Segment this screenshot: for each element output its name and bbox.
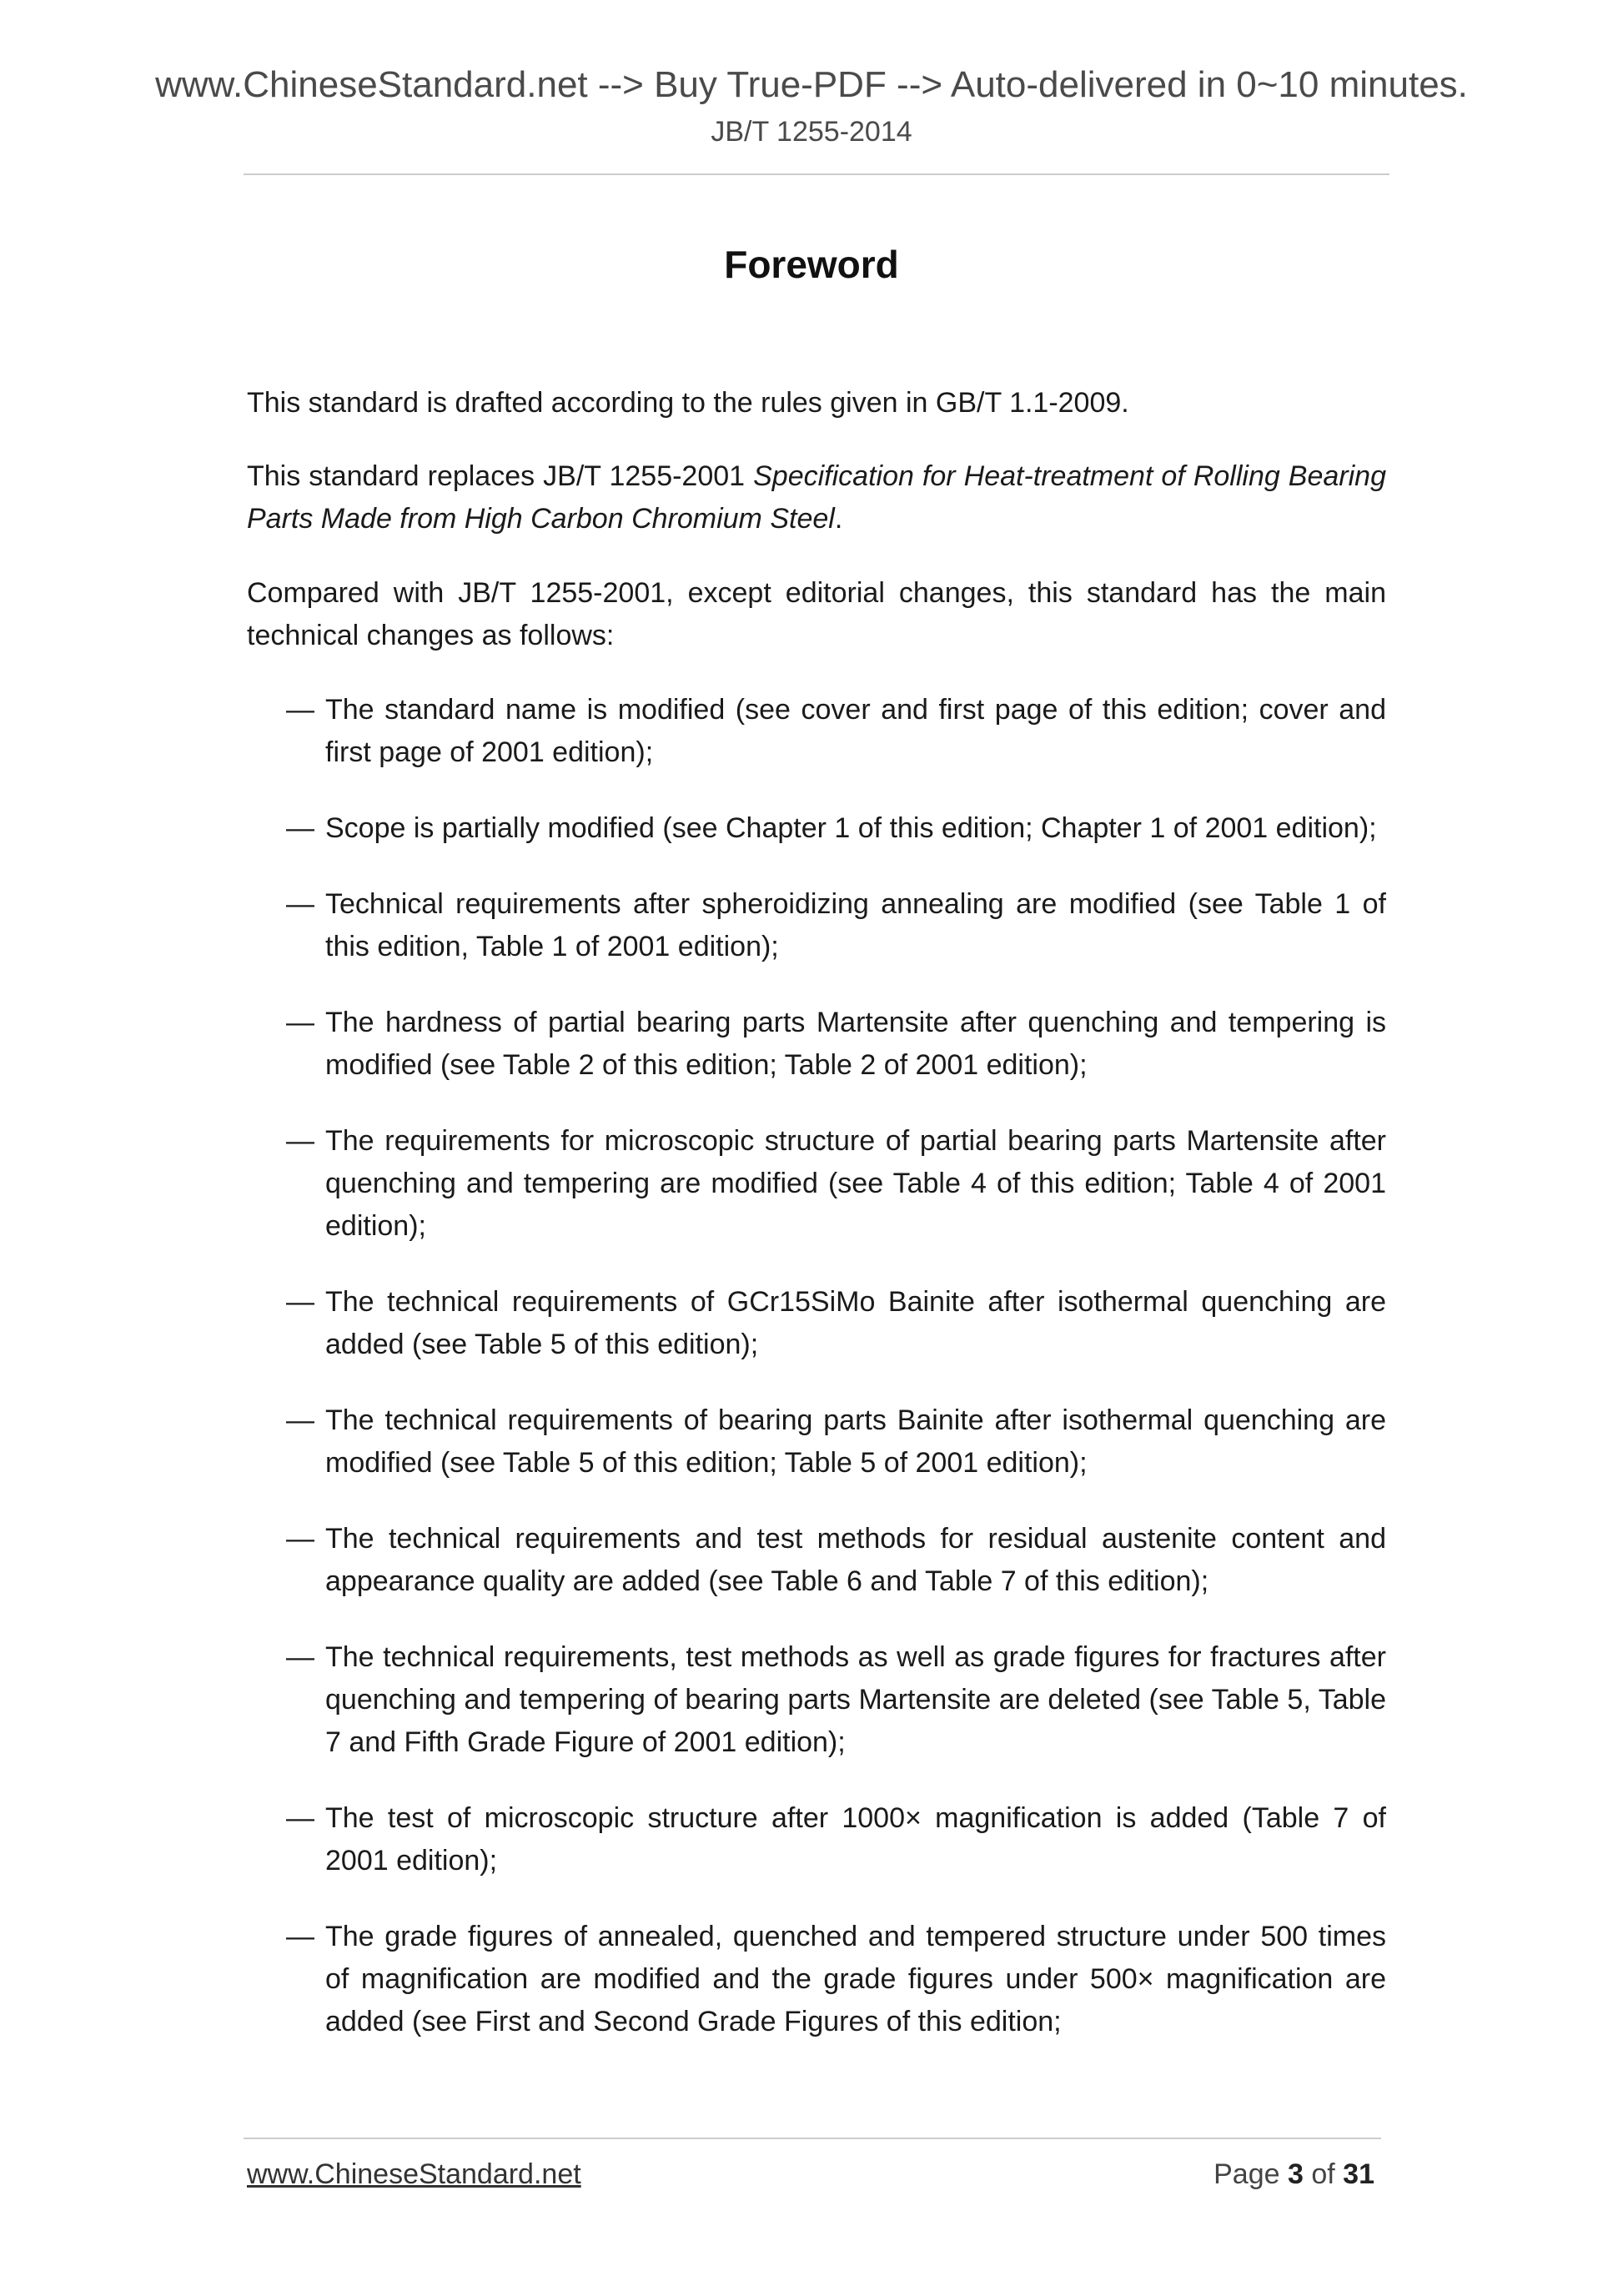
list-item-text: The technical requirements of GCr15SiMo Bainite after isothermal quenching are added (see Table 5 of this edition); xyxy=(325,1286,1386,1360)
list-dash: — xyxy=(286,1404,314,1436)
list-item-text: Scope is partially modified (see Chapter 1 of this edition; Chapter 1 of 2001 edition); xyxy=(325,812,1377,844)
page-of-label: of xyxy=(1311,2158,1335,2190)
list-item xyxy=(247,1120,1386,1248)
list-item-text: The requirements for microscopic structure of partial bearing parts Martensite after quenching and tempering are modified (see Table 4 of this edition; Table 4 of 2001 edition); xyxy=(325,1125,1386,1242)
list-item xyxy=(247,689,1386,774)
list-item xyxy=(247,1518,1386,1603)
list-item xyxy=(247,1002,1386,1087)
list-item xyxy=(247,1636,1386,1764)
replaces-end-text: . xyxy=(834,503,843,535)
list-dash: — xyxy=(286,1007,314,1038)
replaced-standard-title: Specification for Heat-treatment of Rolling Bearing Parts Made from High Carbon Chromium Steel xyxy=(247,460,1386,535)
page-title: Foreword xyxy=(724,243,899,286)
list-item xyxy=(247,1399,1386,1485)
page-label: Page xyxy=(1213,2158,1280,2190)
list-item-text: The hardness of partial bearing parts Martensite after quenching and tempering is modified (see Table 2 of this edition; Table 2 of 2001 edition); xyxy=(325,1007,1386,1081)
footer-divider xyxy=(244,2138,1381,2139)
list-item-text: The technical requirements, test methods as well as grade figures for fractures after quenching and tempering of bearing parts Martensite are deleted (see Table 5, Table 7 and Fifth Grade Figure of 2001 edition); xyxy=(325,1641,1386,1758)
list-dash: — xyxy=(286,1641,314,1673)
list-item-text: The test of microscopic structure after 1000× magnification is added (Table 7 of 2001 edition); xyxy=(325,1802,1386,1876)
list-dash: — xyxy=(286,1921,314,1952)
page-indicator xyxy=(1213,2158,1374,2191)
total-pages: 31 xyxy=(1343,2158,1374,2190)
list-item xyxy=(247,1797,1386,1882)
list-item xyxy=(247,1281,1386,1366)
list-dash: — xyxy=(286,888,314,920)
document-body xyxy=(247,382,1386,2077)
list-dash: — xyxy=(286,1286,314,1318)
header-banner: www.ChineseStandard.net --> Buy True-PDF --> Auto-delivered in 0~10 minutes. xyxy=(155,64,1468,105)
list-item-text: The standard name is modified (see cover and first page of this edition; cover and first page of 2001 edition); xyxy=(325,694,1386,768)
list-dash: — xyxy=(286,694,314,726)
list-dash: — xyxy=(286,812,314,844)
list-item xyxy=(247,807,1386,850)
document-id: JB/T 1255-2014 xyxy=(711,116,912,148)
paragraph-changes-intro: Compared with JB/T 1255-2001, except editorial changes, this standard has the main technical changes as follows: xyxy=(247,577,1386,651)
footer-website-link[interactable]: www.ChineseStandard.net xyxy=(247,2158,581,2190)
list-dash: — xyxy=(286,1523,314,1555)
list-item-text: The technical requirements and test methods for residual austenite content and appearance quality are added (see Table 6 and Table 7 of this edition); xyxy=(325,1523,1386,1597)
header-divider xyxy=(244,173,1389,175)
replaces-lead-text: This standard replaces JB/T 1255-2001 xyxy=(247,460,754,492)
list-item xyxy=(247,883,1386,968)
list-item-text: The technical requirements of bearing parts Bainite after isothermal quenching are modified (see Table 5 of this edition; Table 5 of 2001 edition); xyxy=(325,1404,1386,1479)
list-item xyxy=(247,1916,1386,2043)
list-item-text: The grade figures of annealed, quenched and tempered structure under 500 times of magnification are modified and the grade figures under 500× magnification are added (see First and Second Grade Figures of this edition; xyxy=(325,1921,1386,2037)
list-item-text: Technical requirements after spheroidizing annealing are modified (see Table 1 of this edition, Table 1 of 2001 edition); xyxy=(325,888,1386,962)
current-page-number: 3 xyxy=(1287,2158,1304,2190)
list-dash: — xyxy=(286,1125,314,1157)
paragraph-drafting-rules: This standard is drafted according to the rules given in GB/T 1.1-2009. xyxy=(247,387,1129,419)
paragraph-replaces xyxy=(247,455,1386,540)
list-dash: — xyxy=(286,1802,314,1834)
